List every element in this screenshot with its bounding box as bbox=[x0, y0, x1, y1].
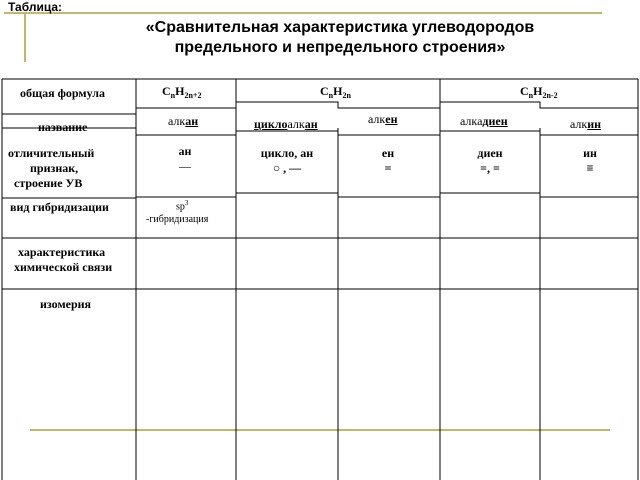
title-line-2: предельного и непредельного строения» bbox=[174, 39, 506, 56]
bond-label: характеристика химической связи bbox=[14, 245, 113, 274]
title-line-1: «Сравнительная характеристика углеводородов bbox=[145, 19, 535, 36]
formula-label: общая формула bbox=[20, 86, 106, 100]
table-label: Таблица: bbox=[8, 0, 63, 14]
formula-cnh2n-2: $C_nH_{2n-2}$ bbox=[520, 84, 558, 100]
feature-alkane: ан — bbox=[178, 144, 192, 173]
hybrid-label: вид гибридизации bbox=[10, 200, 109, 214]
hybrid-alkane: $sp^3$ -гибридизация bbox=[146, 199, 209, 226]
name-alkene: алкен bbox=[368, 112, 398, 126]
name-cycloalkane: циклоалкан bbox=[254, 117, 318, 131]
name-alkyne: алкин bbox=[570, 117, 602, 131]
name-alkadiene: алкадиен bbox=[460, 114, 508, 128]
feature-cyclo: цикло, ан ○ , — bbox=[260, 146, 314, 175]
formula-alkane: $C_nH_{2n+2}$ bbox=[162, 84, 202, 100]
feature-label: отличительный признак, строение УВ bbox=[8, 146, 95, 190]
feature-alkene: ен = bbox=[381, 146, 395, 175]
feature-diene: диен =, = bbox=[477, 146, 503, 175]
feature-alkyne: ин ≡ bbox=[583, 146, 597, 175]
name-alkane: алкан bbox=[168, 114, 199, 128]
name-label: название bbox=[38, 120, 88, 134]
formula-cnh2n: $C_nH_{2n}$ bbox=[320, 84, 351, 100]
isomer-label: изомерия bbox=[40, 297, 92, 311]
